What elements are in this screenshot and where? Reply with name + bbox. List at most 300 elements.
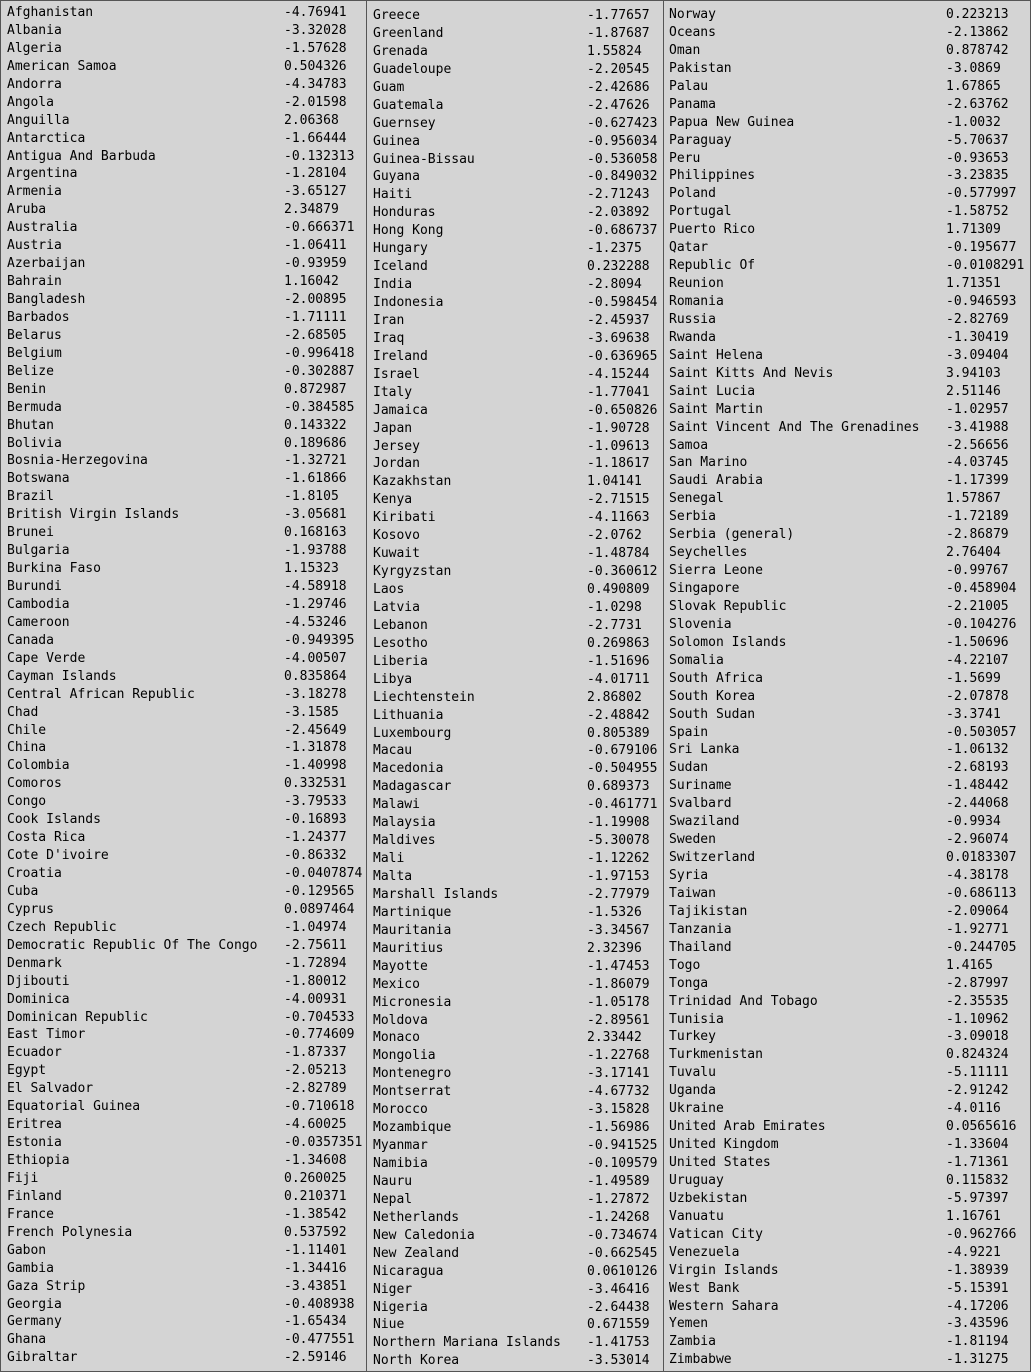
table-row: [664, 1100, 1031, 1118]
country-value: -3.05681: [284, 507, 347, 523]
country-name: Guinea: [373, 133, 420, 149]
table-row: [1, 417, 366, 435]
country-value: -0.956034: [587, 133, 658, 149]
country-value: -2.63762: [946, 96, 1009, 112]
table-row: [1, 811, 366, 829]
table-row: [1, 327, 366, 345]
table-row: [664, 544, 1031, 562]
country-name: Guam: [373, 79, 405, 95]
table-row: [1, 1009, 366, 1027]
country-name: Mauritius: [373, 940, 444, 956]
country-name: Taiwan: [669, 885, 716, 901]
table-row: [664, 293, 1031, 311]
country-value: -0.503057: [946, 724, 1017, 740]
table-row: [664, 329, 1031, 347]
country-name: Philippines: [669, 168, 756, 184]
column-rows: [367, 1, 663, 1370]
table-row: [367, 79, 663, 97]
country-name: Bulgaria: [7, 543, 70, 559]
country-name: Belize: [7, 363, 54, 379]
country-value: -0.949395: [284, 632, 355, 648]
country-name: Angola: [7, 94, 54, 110]
country-value: 0.490809: [587, 582, 650, 597]
table-row: [664, 96, 1031, 114]
country-value: -1.50696: [946, 634, 1009, 650]
table-row: [1, 973, 366, 991]
country-value: -1.58752: [946, 204, 1009, 220]
table-row: [367, 438, 663, 456]
table-row: [664, 1064, 1031, 1082]
table-row: [664, 257, 1031, 275]
country-name: Equatorial Guinea: [7, 1099, 141, 1115]
country-name: Myanmar: [373, 1138, 428, 1154]
country-name: Virgin Islands: [669, 1262, 779, 1278]
country-value: -1.31275: [946, 1352, 1009, 1368]
country-value: -1.0298: [587, 599, 642, 615]
country-value: -1.17399: [946, 473, 1009, 489]
table-row: [1, 22, 366, 40]
country-value: -2.44068: [946, 796, 1009, 812]
table-row: [664, 437, 1031, 455]
table-row: [1, 452, 366, 470]
table-row: [367, 635, 663, 653]
country-name: Mali: [373, 851, 405, 867]
country-name: Sudan: [669, 760, 709, 776]
table-row: [664, 975, 1031, 993]
country-name: Czech Republic: [7, 919, 117, 935]
country-value: -0.0407874: [284, 866, 363, 881]
country-name: Malaysia: [373, 815, 436, 831]
table-row: [664, 562, 1031, 580]
country-name: Jordan: [373, 456, 420, 472]
table-row: [367, 1316, 663, 1334]
table-row: [367, 133, 663, 151]
table-row: [1, 596, 366, 614]
country-value: -0.849032: [587, 169, 658, 185]
country-name: Serbia (general): [669, 527, 795, 543]
country-name: Aruba: [7, 202, 47, 218]
country-name: West Bank: [669, 1280, 740, 1296]
table-row: [664, 167, 1031, 185]
country-name: Seychelles: [669, 545, 748, 561]
country-name: Turkmenistan: [669, 1047, 763, 1063]
country-value: -0.774609: [284, 1027, 355, 1043]
table-row: [1, 865, 366, 883]
country-name: Singapore: [669, 581, 740, 596]
table-row: [664, 1118, 1031, 1136]
country-name: Tunisia: [669, 1011, 724, 1027]
country-value: -1.09613: [587, 438, 650, 454]
country-name: Saint Kitts And Nevis: [669, 365, 834, 381]
country-name: Zimbabwe: [669, 1352, 732, 1368]
table-row: [1, 58, 366, 76]
country-value: -1.33604: [946, 1137, 1009, 1153]
table-row: [664, 24, 1031, 42]
country-name: Liberia: [373, 653, 428, 669]
country-name: Central African Republic: [7, 686, 195, 702]
table-row: [1, 883, 366, 901]
country-name: Sri Lanka: [669, 742, 740, 758]
table-row: [1, 1170, 366, 1188]
country-name: Kyrgyzstan: [373, 564, 452, 580]
table-row: [664, 526, 1031, 544]
country-value: -1.10962: [946, 1011, 1009, 1027]
country-value: -4.67732: [587, 1084, 650, 1100]
table-row: [367, 97, 663, 115]
table-row: [367, 904, 663, 922]
country-name: Swaziland: [669, 814, 740, 830]
country-value: -3.79533: [284, 794, 347, 810]
table-row: [367, 151, 663, 169]
country-value: -0.360612: [587, 564, 658, 580]
table-row: [367, 1263, 663, 1281]
country-value: 0.671559: [587, 1317, 650, 1333]
country-name: Lithuania: [373, 707, 444, 723]
country-value: -1.71111: [284, 309, 347, 325]
table-row: [664, 1226, 1031, 1244]
country-name: Colombia: [7, 758, 70, 774]
table-row: [367, 240, 663, 258]
table-row: [1, 1313, 366, 1331]
table-row: [1, 183, 366, 201]
table-row: [664, 759, 1031, 777]
country-value: -1.31878: [284, 740, 347, 756]
table-row: [367, 976, 663, 994]
country-value: -0.704533: [284, 1009, 355, 1025]
country-name: Estonia: [7, 1135, 62, 1151]
country-name: United Arab Emirates: [669, 1119, 826, 1135]
country-value: 3.94103: [946, 365, 1001, 381]
table-row: [1, 345, 366, 363]
country-name: Nauru: [373, 1173, 413, 1189]
country-value: -4.60025: [284, 1117, 347, 1133]
country-name: Svalbard: [669, 796, 732, 812]
country-name: France: [7, 1206, 54, 1222]
country-name: Congo: [7, 794, 47, 810]
table-row: [1, 237, 366, 255]
country-value: 0.504326: [284, 58, 347, 74]
table-row: [664, 795, 1031, 813]
country-value: -2.89561: [587, 1012, 650, 1028]
country-name: Kosovo: [373, 528, 420, 544]
country-name: Gabon: [7, 1242, 47, 1258]
table-row: [367, 491, 663, 509]
country-value: 0.143322: [284, 417, 347, 433]
country-value: -3.43851: [284, 1278, 347, 1294]
country-name: Brazil: [7, 489, 54, 505]
country-value: -2.82769: [946, 311, 1009, 327]
table-row: [367, 43, 663, 61]
country-value: 0.537592: [284, 1224, 347, 1240]
country-name: French Polynesia: [7, 1224, 133, 1240]
country-value: 2.06368: [284, 112, 339, 128]
country-value: -0.86332: [284, 848, 347, 864]
table-row: [367, 527, 663, 545]
table-row: [664, 383, 1031, 401]
table-row: [1, 614, 366, 632]
country-value: -4.22107: [946, 652, 1009, 668]
country-value: -0.109579: [587, 1156, 658, 1171]
table-row: [367, 1281, 663, 1299]
country-name: Senegal: [669, 491, 724, 507]
country-name: Montenegro: [373, 1066, 452, 1082]
table-row: [1, 1224, 366, 1242]
country-value: -2.47626: [587, 97, 650, 113]
country-value: -2.71243: [587, 187, 650, 203]
country-name: Ghana: [7, 1332, 47, 1348]
country-value: -1.02957: [946, 401, 1009, 417]
table-row: [1, 291, 366, 309]
country-value: -0.99767: [946, 563, 1009, 579]
table-row: [367, 276, 663, 294]
table-row: [664, 831, 1031, 849]
country-name: Maldives: [373, 833, 436, 849]
country-name: Nigeria: [373, 1299, 428, 1315]
table-row: [664, 508, 1031, 526]
table-row: [1, 273, 366, 291]
country-name: Grenada: [373, 43, 428, 59]
country-value: -4.17206: [946, 1298, 1009, 1314]
country-value: -4.58918: [284, 579, 347, 594]
table-row: [664, 203, 1031, 221]
country-value: -0.946593: [946, 294, 1017, 309]
country-value: 0.0565616: [946, 1119, 1017, 1135]
table-row: [367, 940, 663, 958]
country-name: Bangladesh: [7, 292, 86, 307]
country-value: -2.35535: [946, 993, 1009, 1009]
table-row: [664, 580, 1031, 598]
country-value: -0.9934: [946, 814, 1001, 830]
table-row: [1, 1080, 366, 1098]
country-name: Peru: [669, 150, 701, 166]
country-value: -0.662545: [587, 1245, 658, 1261]
country-value: 1.67865: [946, 78, 1001, 94]
country-value: -2.71515: [587, 492, 650, 508]
country-value: -1.32721: [284, 453, 347, 469]
table-row: [664, 114, 1031, 132]
country-value: -2.64438: [587, 1299, 650, 1315]
country-value: -5.30078: [587, 833, 650, 849]
country-value: -5.97397: [946, 1190, 1009, 1206]
country-value: -0.996418: [284, 345, 355, 361]
country-value: -2.82789: [284, 1081, 347, 1097]
country-name: Palau: [669, 78, 709, 94]
table-row: [367, 1137, 663, 1155]
country-value: -4.01711: [587, 671, 650, 687]
country-name: Gaza Strip: [7, 1278, 86, 1294]
country-value: -0.504955: [587, 761, 658, 777]
table-row: [1, 309, 366, 327]
table-row: [367, 204, 663, 222]
country-name: San Marino: [669, 455, 748, 471]
table-row: [1, 1349, 366, 1367]
table-row: [367, 778, 663, 796]
table-row: [367, 1209, 663, 1227]
country-name: Tonga: [669, 975, 709, 991]
country-name: Lesotho: [373, 635, 428, 651]
country-name: Paraguay: [669, 132, 732, 148]
table-row: [367, 473, 663, 491]
country-name: Micronesia: [373, 994, 452, 1010]
country-value: 0.232288: [587, 259, 650, 275]
country-name: Haiti: [373, 187, 413, 203]
table-row: [367, 1047, 663, 1065]
country-value: 0.223213: [946, 7, 1009, 22]
country-value: -3.46416: [587, 1281, 650, 1297]
table-row: [367, 689, 663, 707]
country-value: -2.20545: [587, 61, 650, 77]
country-value: -0.104276: [946, 616, 1017, 632]
table-row: [1, 578, 366, 596]
table-row: [1, 201, 366, 219]
table-row: [367, 1173, 663, 1191]
country-name: Botswana: [7, 471, 70, 487]
country-name: Malawi: [373, 797, 420, 813]
country-value: -2.7731: [587, 617, 642, 633]
table-row: [367, 1299, 663, 1317]
country-name: Indonesia: [373, 295, 444, 310]
country-value: -1.92771: [946, 921, 1009, 937]
table-row: [1, 363, 366, 381]
country-name: Reunion: [669, 276, 724, 292]
table-row: [664, 78, 1031, 96]
country-name: Malta: [373, 869, 413, 884]
country-value: 2.33442: [587, 1030, 642, 1046]
table-row: [1, 991, 366, 1009]
country-value: -1.24268: [587, 1209, 650, 1225]
country-value: -0.195677: [946, 240, 1017, 256]
country-name: Latvia: [373, 599, 420, 615]
table-row: [1, 757, 366, 775]
country-name: Netherlands: [373, 1209, 460, 1225]
country-name: Ethiopia: [7, 1153, 70, 1168]
table-row: [1, 668, 366, 686]
country-value: -1.5699: [946, 670, 1001, 686]
country-value: 0.689373: [587, 779, 650, 795]
country-value: -1.28104: [284, 166, 347, 182]
country-value: -2.09064: [946, 903, 1009, 919]
country-name: Niue: [373, 1317, 405, 1333]
table-row: [1, 4, 366, 22]
country-name: Western Sahara: [669, 1298, 779, 1314]
country-value: -1.12262: [587, 851, 650, 867]
country-value: -0.302887: [284, 363, 355, 379]
country-value: -0.598454: [587, 295, 658, 310]
country-name: India: [373, 277, 413, 293]
table-row: [1, 775, 366, 793]
table-row: [367, 1352, 663, 1370]
table-row: [367, 814, 663, 832]
country-value: -1.27872: [587, 1191, 650, 1207]
table-row: [367, 7, 663, 25]
country-value: -0.132313: [284, 148, 355, 164]
country-name: Guinea-Bissau: [373, 151, 475, 167]
table-row: [367, 222, 663, 240]
country-value: -0.129565: [284, 883, 355, 899]
country-name: Oman: [669, 42, 701, 58]
country-value: -0.962766: [946, 1226, 1017, 1242]
table-row: [664, 454, 1031, 472]
country-value: -1.93788: [284, 543, 347, 559]
table-row: [1, 506, 366, 524]
country-value: 1.16761: [946, 1208, 1001, 1224]
country-name: Tajikistan: [669, 903, 748, 919]
table-row: [1, 829, 366, 847]
table-row: [367, 742, 663, 760]
country-value: -1.22768: [587, 1048, 650, 1064]
country-value: -3.32028: [284, 22, 347, 38]
country-name: Dominican Republic: [7, 1009, 148, 1025]
table-row: [1, 76, 366, 94]
country-value: -2.56656: [946, 437, 1009, 453]
country-name: Turkey: [669, 1029, 716, 1045]
country-name: Rwanda: [669, 329, 716, 345]
country-name: Azerbaijan: [7, 256, 86, 272]
country-name: Cambodia: [7, 596, 70, 612]
table-row: [367, 1245, 663, 1263]
country-name: East Timor: [7, 1027, 86, 1043]
country-name: Tuvalu: [669, 1065, 716, 1081]
country-name: Tanzania: [669, 921, 732, 937]
country-name: Cayman Islands: [7, 668, 117, 684]
table-row: [367, 1119, 663, 1137]
country-name: Mexico: [373, 976, 420, 992]
country-value: -1.51696: [587, 653, 650, 669]
country-name: Suriname: [669, 778, 732, 794]
table-row: [1, 148, 366, 166]
country-value: -3.09404: [946, 347, 1009, 363]
country-name: Uganda: [669, 1083, 716, 1099]
table-row: [367, 1101, 663, 1119]
country-name: Chad: [7, 704, 39, 720]
table-row: [1, 524, 366, 542]
table-row: [1, 560, 366, 578]
country-name: Hong Kong: [373, 223, 444, 239]
table-row: [664, 688, 1031, 706]
table-column-1: [1, 1, 367, 1371]
table-row: [1, 435, 366, 453]
country-name: Thailand: [669, 939, 732, 955]
country-value: -2.59146: [284, 1350, 347, 1366]
table-row: [1, 1116, 366, 1134]
country-name: Gambia: [7, 1260, 54, 1276]
country-value: -2.86879: [946, 527, 1009, 543]
country-name: Georgia: [7, 1296, 62, 1312]
table-row: [367, 796, 663, 814]
table-row: [367, 61, 663, 79]
country-name: Costa Rica: [7, 830, 86, 846]
country-name: Benin: [7, 381, 47, 397]
country-name: Italy: [373, 384, 413, 400]
table-row: [367, 617, 663, 635]
table-row: [1, 1062, 366, 1080]
table-row: [664, 903, 1031, 921]
country-value: -1.97153: [587, 869, 650, 884]
country-name: Israel: [373, 366, 420, 382]
country-value: -1.87337: [284, 1045, 347, 1061]
table-row: [1, 1098, 366, 1116]
country-name: Vatican City: [669, 1226, 763, 1242]
country-name: United Kingdom: [669, 1137, 779, 1153]
table-row: [664, 1172, 1031, 1190]
country-value: -3.15828: [587, 1102, 650, 1118]
country-name: Djibouti: [7, 973, 70, 989]
country-value: -1.06411: [284, 238, 347, 254]
table-row: [664, 1298, 1031, 1316]
country-value: -3.3741: [946, 706, 1001, 722]
country-name: Antarctica: [7, 130, 86, 146]
country-value: -3.43596: [946, 1316, 1009, 1332]
